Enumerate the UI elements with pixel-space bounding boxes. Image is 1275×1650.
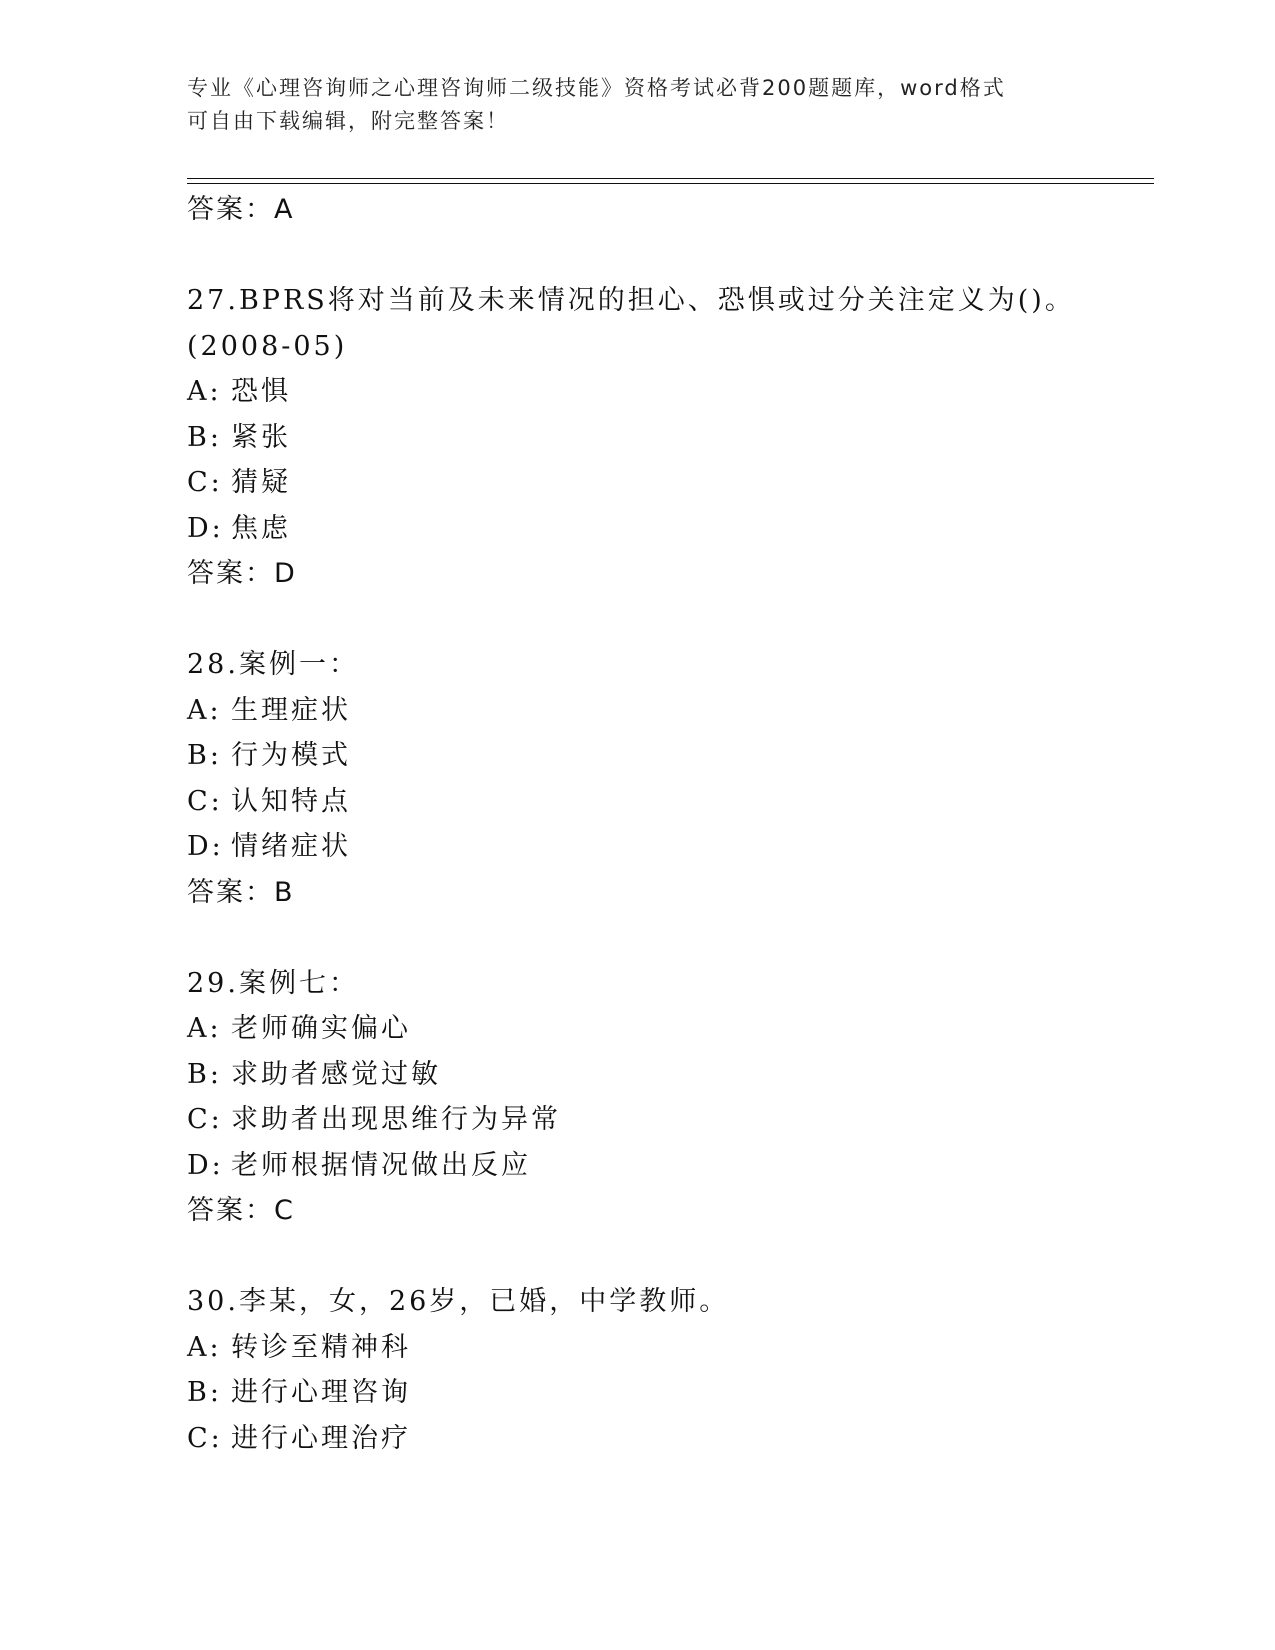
- option-key: B:: [187, 1058, 222, 1090]
- question-27: [187, 278, 1147, 597]
- question-stem: 30.李某，女，26岁，已婚，中学教师。: [187, 1286, 730, 1317]
- option-a: [187, 369, 1147, 415]
- option-c: [187, 1416, 1147, 1462]
- option-key: D:: [187, 831, 224, 862]
- option-key: C:: [187, 1104, 223, 1135]
- option-b: [187, 733, 1147, 779]
- question-list: [187, 187, 1147, 1461]
- option-key: D:: [187, 512, 224, 544]
- option-text: 紧张: [231, 421, 291, 453]
- question-stem: 27.BPRS将对当前及未来情况的担心、恐惧或过分关注定义为()。: [187, 285, 1075, 316]
- option-key: A:: [187, 376, 222, 407]
- option-d: [187, 1143, 1147, 1189]
- header-divider-bottom: [187, 183, 1154, 184]
- question-29: [187, 961, 1147, 1234]
- spacer: [187, 915, 1147, 961]
- question-28: [187, 642, 1147, 915]
- option-text: 猜疑: [231, 467, 291, 498]
- answer-line: 答案：D: [187, 558, 297, 589]
- option-key: A:: [187, 1331, 222, 1363]
- answer-line: 答案：A: [187, 194, 295, 225]
- option-key: C:: [187, 785, 223, 817]
- option-b: [187, 415, 1147, 461]
- option-key: B:: [187, 421, 222, 453]
- option-c: [187, 779, 1147, 825]
- option-text: 恐惧: [231, 376, 291, 407]
- option-text: 认知特点: [231, 785, 351, 817]
- option-key: C:: [187, 1422, 223, 1454]
- header-divider-top: [187, 178, 1154, 179]
- option-a: [187, 1325, 1147, 1371]
- question-30: [187, 1279, 1147, 1461]
- header-title-line-1: 专业《心理咨询师之心理咨询师二级技能》资格考试必背200题题库，word格式: [187, 76, 1006, 100]
- option-text: 焦虑: [231, 512, 291, 544]
- option-d: [187, 506, 1147, 552]
- option-key: B:: [187, 1377, 222, 1408]
- option-key: C:: [187, 467, 223, 498]
- spacer: [187, 597, 1147, 643]
- option-d: [187, 824, 1147, 870]
- option-text: 进行心理治疗: [231, 1422, 411, 1454]
- option-key: D:: [187, 1149, 224, 1181]
- option-text: 老师根据情况做出反应: [231, 1149, 531, 1181]
- spacer: [187, 1234, 1147, 1280]
- option-c: [187, 1097, 1147, 1143]
- option-a: [187, 1006, 1147, 1052]
- option-text: 求助者感觉过敏: [231, 1058, 441, 1090]
- spacer: [187, 233, 1147, 279]
- option-text: 进行心理咨询: [231, 1377, 411, 1408]
- option-text: 情绪症状: [231, 831, 351, 862]
- option-text: 老师确实偏心: [231, 1013, 411, 1044]
- question-stem: 28.案例一：: [187, 649, 359, 680]
- option-b: [187, 1052, 1147, 1098]
- option-b: [187, 1370, 1147, 1416]
- option-key: B:: [187, 740, 222, 771]
- option-text: 求助者出现思维行为异常: [231, 1104, 561, 1135]
- question-stem-continued: (2008-05): [187, 330, 348, 362]
- option-text: 转诊至精神科: [231, 1331, 411, 1363]
- question-stem: 29.案例七：: [187, 967, 359, 999]
- option-c: [187, 460, 1147, 506]
- answer-line: 答案：B: [187, 876, 295, 908]
- option-key: A:: [187, 694, 222, 726]
- header-title-line-2: 可自由下载编辑，附完整答案！: [187, 109, 509, 133]
- option-a: [187, 688, 1147, 734]
- option-key: A:: [187, 1013, 222, 1044]
- answer-line: 答案：C: [187, 1195, 295, 1226]
- page-header: [187, 72, 1087, 138]
- option-text: 行为模式: [231, 740, 351, 771]
- option-text: 生理症状: [231, 694, 351, 726]
